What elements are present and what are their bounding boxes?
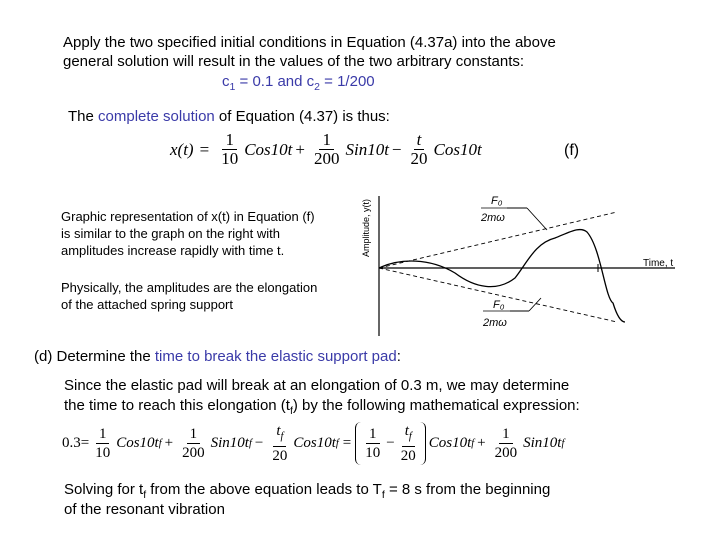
solving-l1-b: from the above equation leads to T	[146, 481, 382, 498]
eq-f-plus: +	[295, 139, 305, 159]
eq2-frac-c	[269, 422, 290, 465]
c1-value: = 0.1 and c	[235, 73, 315, 90]
part-d-highlight: time to break the elastic support pad	[154, 348, 397, 365]
frac-2-den: 200	[313, 149, 340, 168]
lower-amp-num: F₀	[493, 299, 505, 311]
eq2-br-frac-1	[362, 425, 383, 462]
equation-f	[170, 131, 482, 168]
solving-l1-c: = 8 s from the beginning	[384, 481, 551, 498]
frac-1-num: 1	[222, 131, 237, 150]
part-d-heading	[34, 347, 401, 366]
eq2-fn-d: Cos10t	[428, 435, 472, 451]
c1-symbol: c	[222, 73, 230, 90]
graph-text-p2-l1: Physically, the amplitudes are the elongation	[61, 280, 318, 295]
eq-f-frac-3	[408, 131, 431, 168]
eq2-equals: =	[80, 435, 90, 451]
eq2-lhs: 0.3	[62, 435, 81, 451]
intro-line-2: general solution will result in the values of the two arbitrary constants:	[63, 53, 525, 70]
c2-value: = 1/200	[320, 73, 375, 90]
lower-envelope	[379, 268, 617, 322]
equation-break	[62, 422, 564, 465]
frac-c-den: 20	[272, 448, 288, 464]
body-l2-a: the time to reach this elongation (t	[64, 397, 290, 414]
br-frac-2-den: 20	[400, 448, 416, 464]
eq2-frac-a	[92, 425, 113, 462]
eq2-fn-e: Sin10t	[523, 435, 562, 451]
eq2-sub-b: f	[248, 438, 252, 449]
graph-text-p1-l2: is similar to the graph on the right with	[61, 226, 280, 241]
c2-sub: 2	[314, 81, 320, 93]
solving-l1-a: Solving for t	[64, 481, 144, 498]
solving-l1-sub: f	[143, 489, 147, 501]
frac-c-num-t: t	[276, 423, 281, 439]
complete-prefix: The	[68, 108, 99, 125]
graph-text-p2-l2: of the attached spring support	[61, 297, 234, 312]
graph-text-p1-l1: Graphic representation of x(t) in Equation (f)	[61, 209, 315, 224]
frac-2-num: 1	[319, 131, 334, 150]
body-l2-sub: f	[289, 405, 293, 417]
frac-b-den: 200	[182, 445, 205, 461]
eq2-br-minus: −	[386, 435, 395, 451]
upper-amp-num: F₀	[491, 195, 503, 207]
upper-leader	[527, 208, 547, 230]
complete-highlight: complete solution	[98, 108, 215, 125]
eq2-sub-d: f	[471, 438, 475, 449]
eq-f-lhs: x(t)	[170, 139, 194, 159]
eq2-sub-a: f	[158, 438, 162, 449]
eq2-equals-2: =	[342, 435, 352, 451]
eq2-fn-c: Cos10t	[293, 435, 336, 451]
br-frac-2-num-sub: f	[408, 431, 412, 442]
eq-f-fn-1: Cos10t	[244, 139, 293, 159]
frac-a-den: 10	[95, 445, 111, 461]
eq2-fn-b: Sin10t	[210, 435, 249, 451]
frac-b-num: 1	[187, 425, 201, 444]
complete-suffix: of Equation (4.37) is thus:	[214, 108, 390, 125]
frac-a-num: 1	[96, 425, 110, 444]
y-axis-label: Amplitude, y(t)	[361, 198, 371, 258]
eq-f-frac-1	[218, 131, 241, 168]
frac-3-num: t	[414, 131, 425, 150]
eq2-fn-a: Cos10t	[116, 435, 159, 451]
eq2-bracket	[355, 422, 425, 465]
frac-1-den: 10	[221, 149, 239, 168]
part-d-body-l2	[64, 396, 580, 421]
frac-c-num-sub: f	[280, 431, 284, 442]
part-d-suffix: :	[396, 348, 401, 365]
equation-f-label: (f)	[564, 142, 580, 159]
constants-values	[222, 72, 375, 97]
body-l2-b: ) by the following mathematical expression:	[292, 397, 580, 414]
eq-f-equals: =	[199, 139, 210, 159]
part-d-body-l1: Since the elastic pad will break at an elongation of 0.3 m, we may determine	[64, 377, 570, 394]
x-axis-label: Time, t	[643, 258, 674, 269]
eq2-br-frac-2	[398, 422, 419, 465]
eq2-plus-2: +	[477, 435, 486, 451]
upper-amp-den: 2mω	[481, 212, 505, 224]
graph-text-p1-l3: amplitudes increase rapidly with time t.	[61, 243, 285, 258]
solving-l1-sub2: f	[381, 489, 385, 501]
frac-e-num: 1	[499, 425, 513, 444]
eq-f-fn-2: Sin10t	[345, 139, 389, 159]
frac-c-num	[273, 422, 286, 447]
complete-solution-heading	[68, 107, 390, 126]
frac-3-den: 20	[410, 149, 428, 168]
eq2-frac-e	[492, 425, 521, 462]
eq-f-frac-2	[311, 131, 343, 168]
frac-e-den: 200	[494, 445, 518, 461]
resonance-graph	[355, 188, 695, 340]
eq2-frac-b	[179, 425, 208, 462]
br-frac-2-num-t: t	[404, 423, 409, 439]
solving-line-2: of the resonant vibration	[64, 501, 225, 518]
eq2-minus: −	[254, 435, 264, 451]
eq2-plus: +	[164, 435, 174, 451]
br-frac-2-num	[402, 422, 415, 447]
part-d-prefix: (d) Determine the	[34, 348, 155, 365]
eq2-sub-c: f	[335, 438, 339, 449]
eq-f-minus: −	[391, 139, 402, 159]
eq-f-fn-3: Cos10t	[433, 139, 482, 159]
br-frac-1-den: 10	[365, 445, 381, 461]
intro-line-1: Apply the two specified initial conditions in Equation (4.37a) into the above	[63, 34, 556, 51]
c1-sub: 1	[229, 81, 236, 93]
eq2-sub-e: f	[561, 438, 565, 449]
lower-amp-den: 2mω	[483, 317, 507, 329]
br-frac-1-num: 1	[366, 425, 380, 444]
